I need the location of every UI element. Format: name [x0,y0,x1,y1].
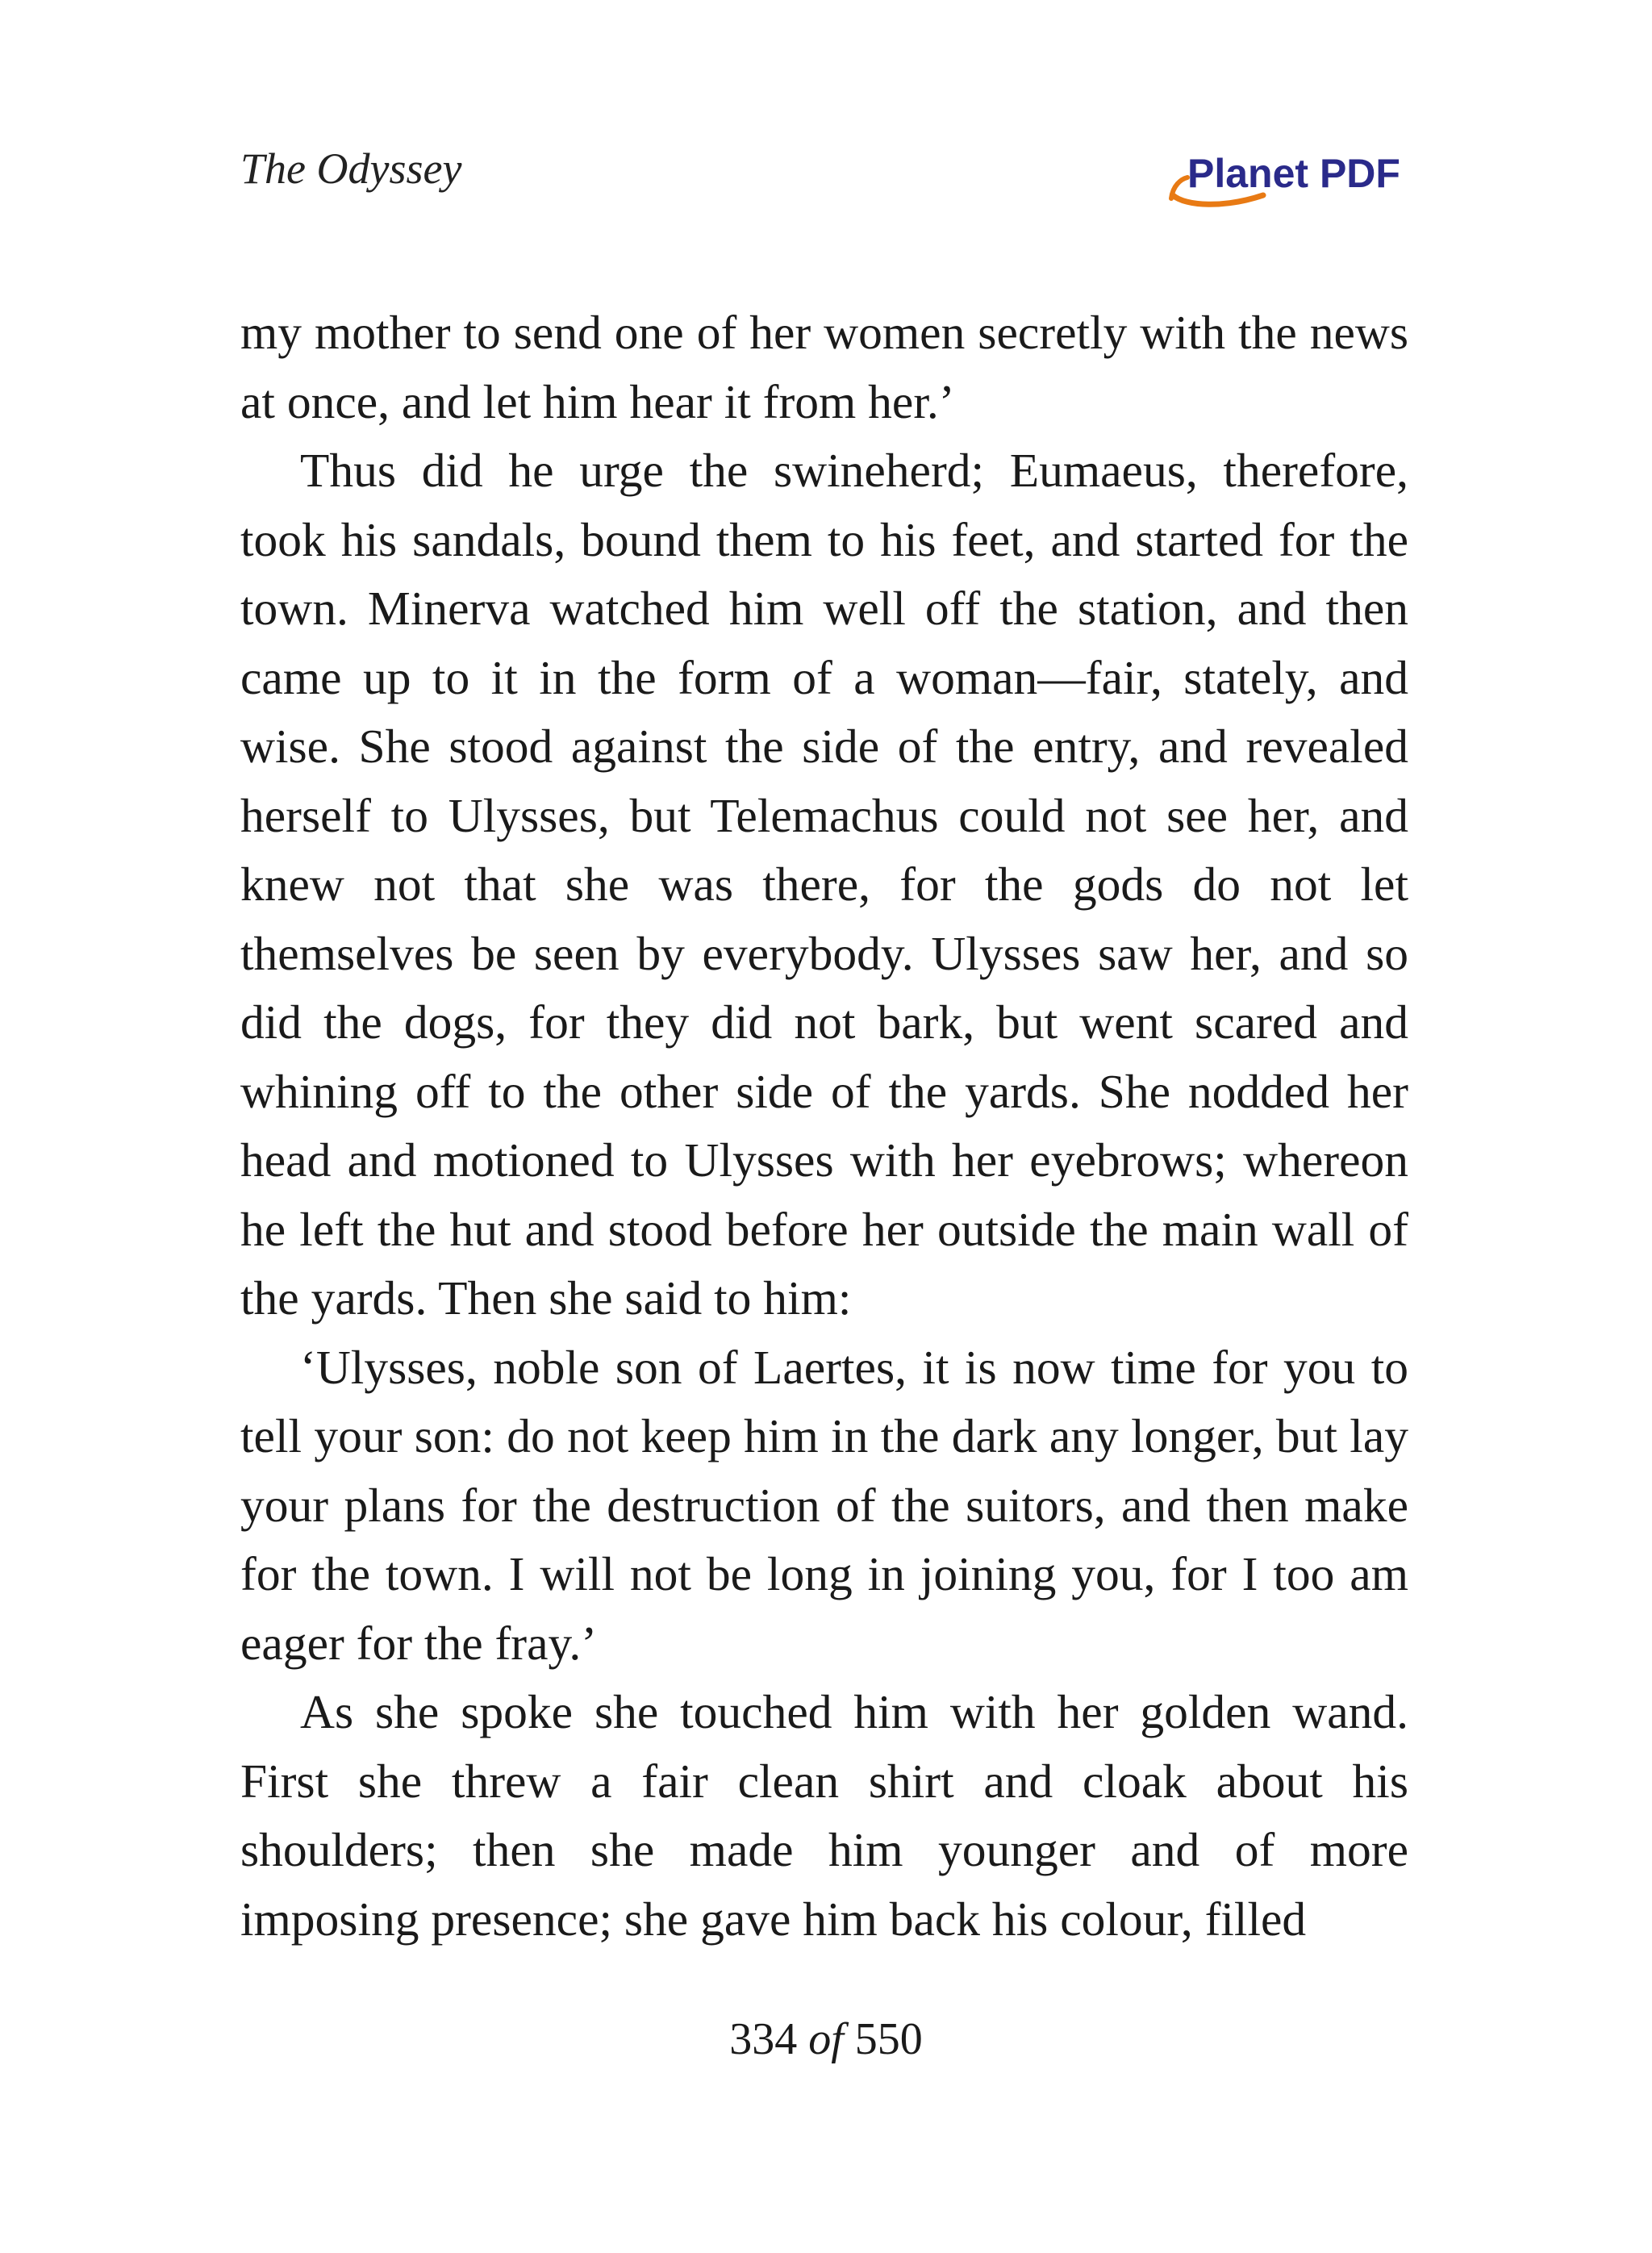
of-label: of [808,2014,844,2064]
paragraph: Thus did he urge the swineherd; Eumaeus, therefore, took his sandals, bound them to his feet, and started for the town. Minerva watched him well off the station, and then came up to it in the form of a woman—fair, stately, and wise. She stood against the side of the entry, and revealed herself to Ulysses, but Telemachus could not see her, and knew not that she was there, for the gods do not let themselves be seen by everybody. Ulysses saw her, and so did the dogs, for they did not bark, but went scared and whining off to the other side of the yards. She nodded her head and motioned to Ulysses with her eyebrows; whereon he left the hut and stood before her outside the main wall of the yards. Then she said to him: [240,444,1408,1325]
paragraph: ‘Ulysses, noble son of Laertes, it is now time for you to tell your son: do not keep him in the dark any longer, but lay your plans for the destruction of the suitors, and then make for the town. I will not be long in joining you, for I too am eager for the fray.’ [240,1340,1408,1670]
paragraph: As she spoke she touched him with her golden wand. First she threw a fair clean shirt and cloak about his shoulders; then she made him younger and of more imposing presence; she gave him back his colour, filled [240,1685,1408,1946]
current-page-number: 334 [729,2014,798,2064]
total-page-count: 550 [854,2014,923,2064]
paragraph: my mother to send one of her women secretly with the news at once, and let him hear it from her.’ [240,306,1408,428]
planet-pdf-logo [1168,150,1410,215]
body-text [240,298,1408,1954]
page-number-footer [0,2014,1652,2064]
running-header-title: The Odyssey [240,144,462,193]
logo-text: Planet PDF [1187,151,1400,196]
